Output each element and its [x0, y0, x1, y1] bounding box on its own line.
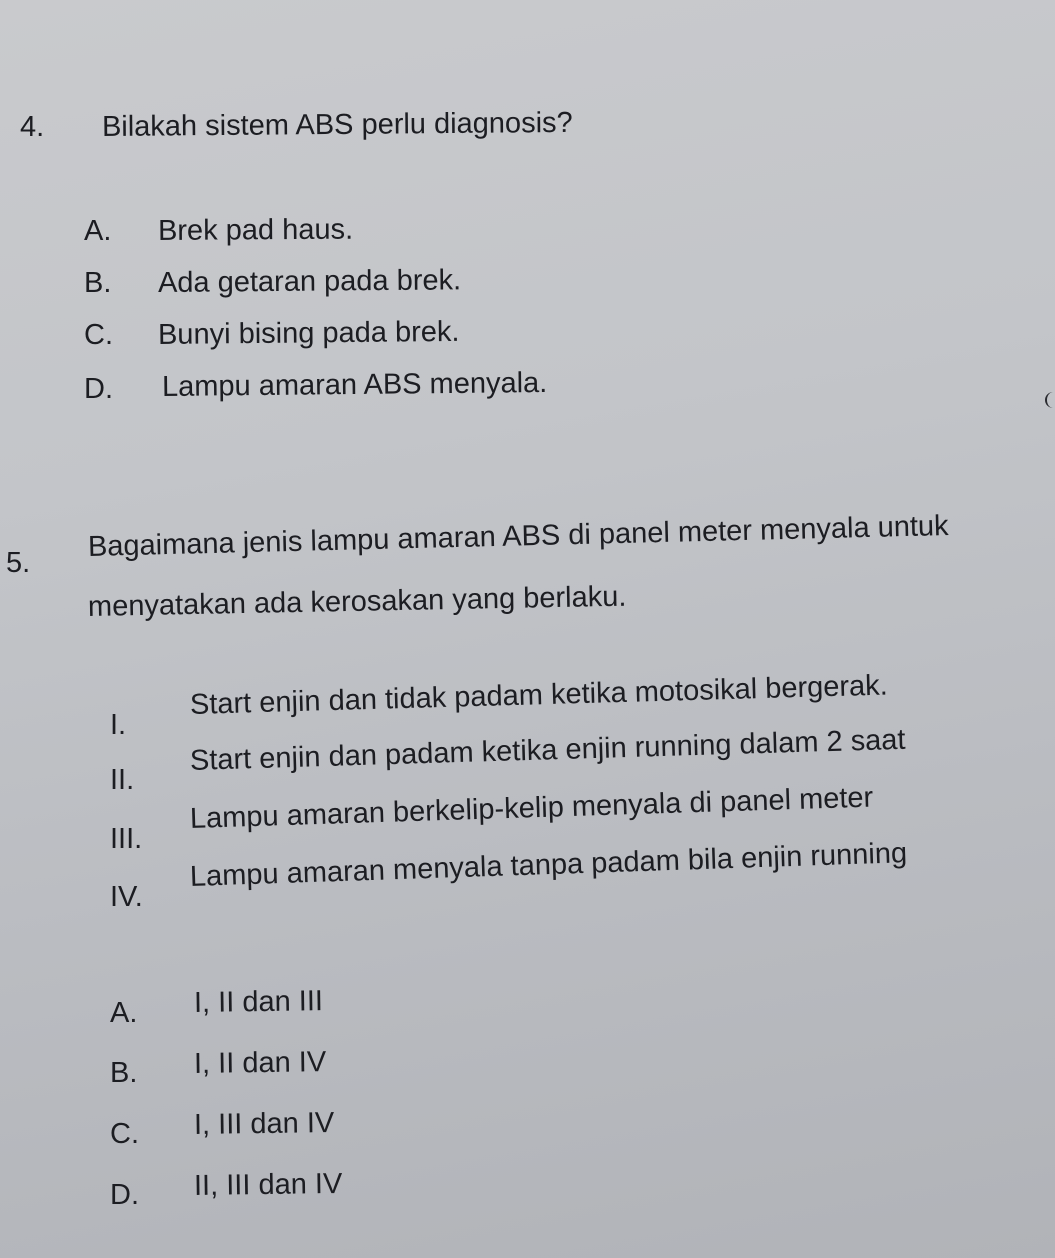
question-5-number: 5.: [6, 547, 31, 579]
q5-statement-2-numeral: II.: [110, 764, 135, 796]
q5-statement-1-text: Start enjin dan tidak padam ketika motosikal bergerak.: [189, 669, 889, 721]
q5-statement-3-numeral: III.: [110, 823, 143, 855]
q5-statement-3-text: Lampu amaran berkelip-kelip menyala di panel meter: [189, 781, 874, 835]
q4-option-b-text: Ada getaran pada brek.: [157, 264, 462, 299]
q5-option-c-text: I, III dan IV: [193, 1107, 335, 1141]
q4-option-c-letter: C.: [84, 319, 113, 351]
q4-option-a-text: Brek pad haus.: [157, 213, 354, 247]
q4-option-d-letter: D.: [84, 373, 113, 405]
q5-option-b-text: I, II dan IV: [193, 1046, 327, 1080]
q4-option-b-letter: B.: [84, 267, 112, 299]
question-4-text: Bilakah sistem ABS perlu diagnosis?: [101, 106, 573, 143]
question-5-text-line1: Bagaimana jenis lampu amaran ABS di panel meter menyala untuk: [87, 509, 949, 563]
q5-option-a-letter: A.: [110, 997, 138, 1029]
q4-option-a-letter: A.: [84, 215, 112, 247]
q5-statement-4-numeral: IV.: [110, 881, 143, 913]
q4-option-d-text: Lampu amaran ABS menyala.: [161, 366, 548, 403]
question-5-text-line2: menyatakan ada kerosakan yang berlaku.: [87, 580, 627, 623]
question-4-number: 4.: [20, 111, 45, 143]
q5-statement-2-text: Start enjin dan padam ketika enjin running dalam 2 saat: [189, 723, 906, 777]
page-edge-mark: [1045, 392, 1053, 408]
q5-statement-4-text: Lampu amaran menyala tanpa padam bila enjin running: [189, 837, 908, 893]
q5-option-c-letter: C.: [110, 1118, 139, 1150]
q5-option-a-text: I, II dan III: [193, 985, 324, 1019]
q4-option-c-text: Bunyi bising pada brek.: [157, 315, 460, 351]
q5-option-b-letter: B.: [110, 1057, 138, 1089]
q5-statement-1-numeral: I.: [110, 709, 127, 741]
q5-option-d-text: II, III dan IV: [193, 1167, 343, 1202]
q5-option-d-letter: D.: [110, 1179, 139, 1211]
